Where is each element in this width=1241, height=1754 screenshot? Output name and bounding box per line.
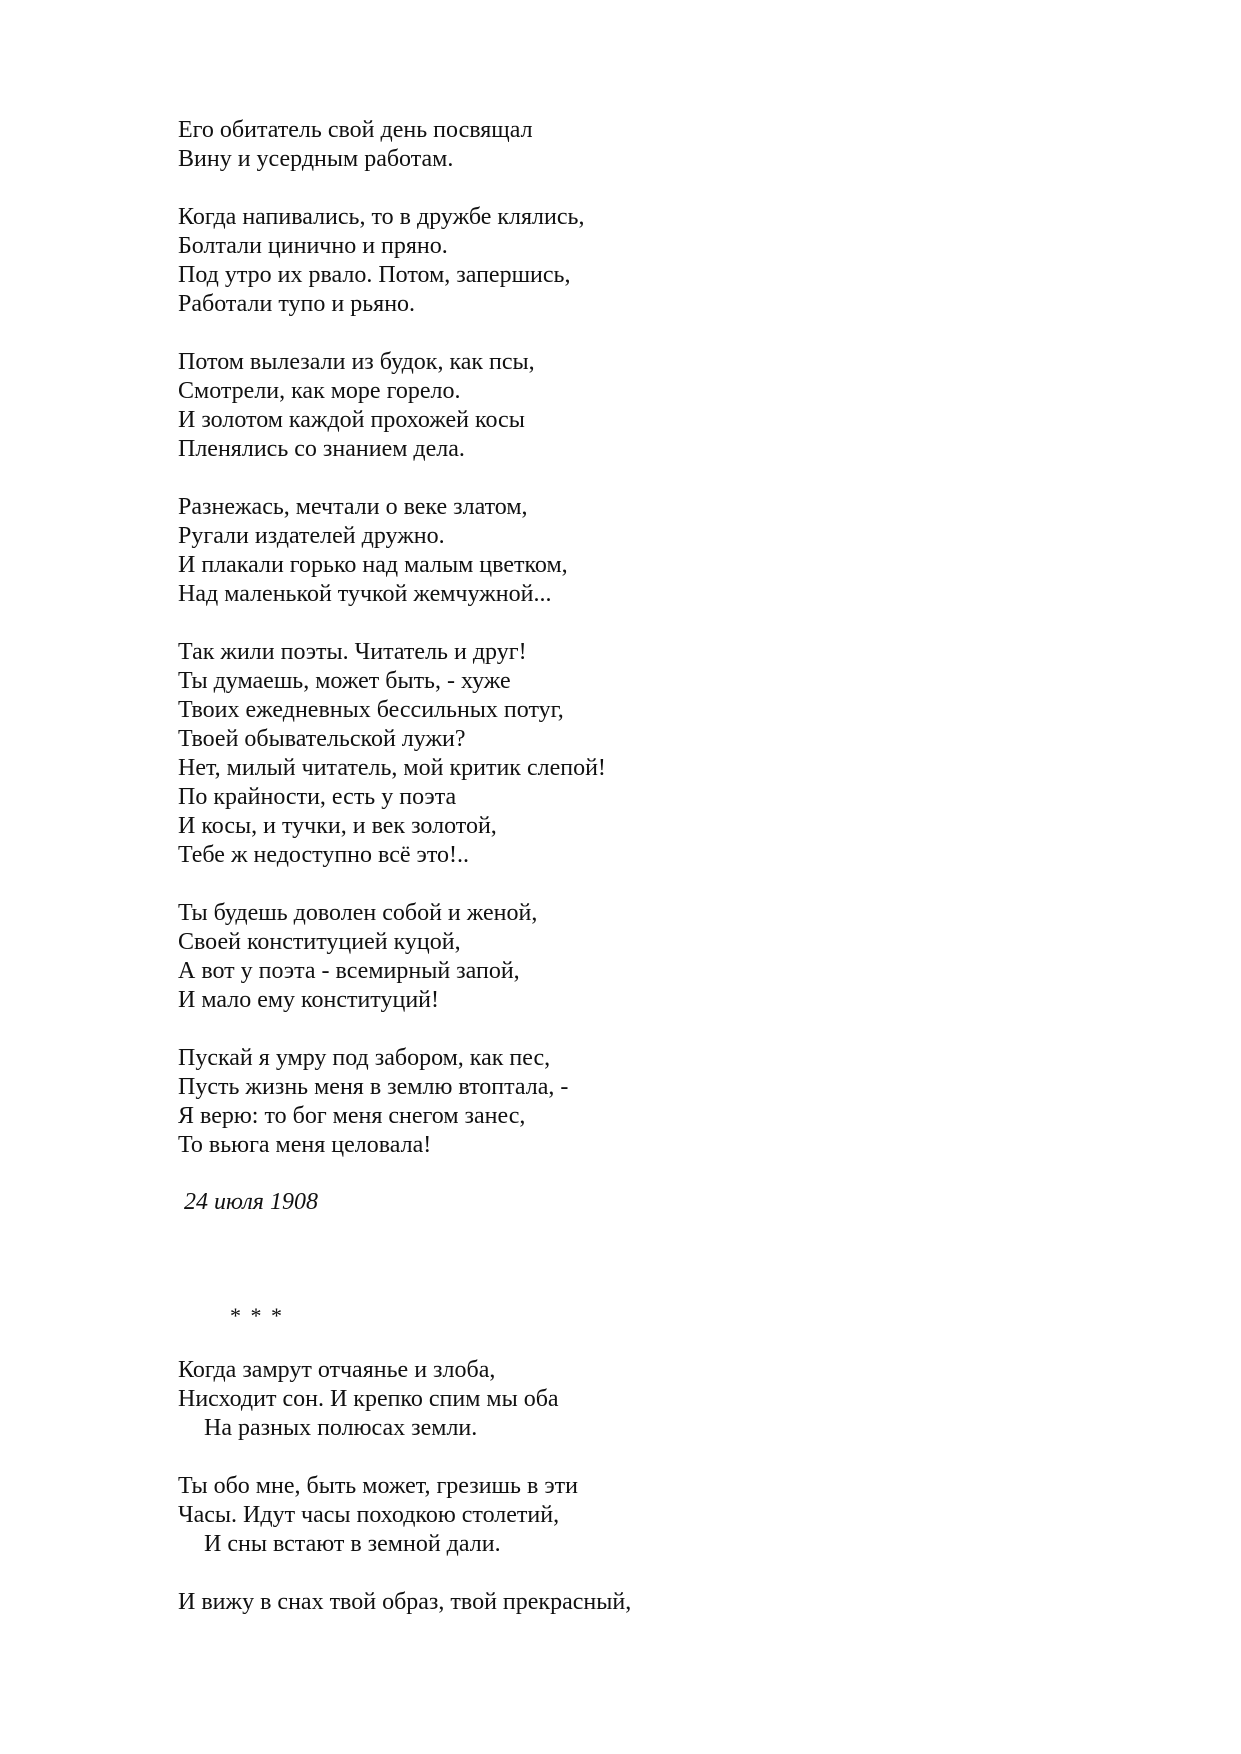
stanza-3: [178, 1588, 1078, 1617]
poem-line: И мало ему конституций!: [178, 987, 439, 1013]
poem-first: [178, 116, 1078, 1189]
poem-line: Тебе ж недоступно всё это!..: [178, 842, 469, 868]
poem-line: Смотрели, как море горело.: [178, 378, 461, 404]
poem-line: Часы. Идут часы походкою столетий,: [178, 1502, 560, 1528]
poem-line: Я верю: то бог меня снегом занес,: [178, 1103, 526, 1129]
poem-line: То вьюга меня целовала!: [178, 1132, 432, 1158]
poem-line: Пускай я умру под забором, как пес,: [178, 1045, 551, 1071]
poem-line: Работали тупо и рьяно.: [178, 291, 416, 317]
stanza-3: [178, 348, 1078, 464]
poem-line: Его обитатель свой день посвящал: [178, 117, 533, 143]
poem-line: Когда замрут отчаянье и злоба,: [178, 1357, 496, 1383]
stanza-6: [178, 899, 1078, 1015]
poem-line: И косы, и тучки, и век золотой,: [178, 813, 497, 839]
poem-line: Ты обо мне, быть может, грезишь в эти: [178, 1473, 578, 1499]
poem-line-indented: На разных полюсах земли.: [204, 1415, 478, 1441]
poem-line: Болтали цинично и пряно.: [178, 233, 448, 259]
poem-line: Своей конституцией куцой,: [178, 929, 461, 955]
poem-line: Ты думаешь, может быть, - хуже: [178, 668, 511, 694]
poem-date: 24 июля 1908: [184, 1189, 318, 1215]
poem-line: И золотом каждой прохожей косы: [178, 407, 525, 433]
poem-line: Над маленькой тучкой жемчужной...: [178, 581, 552, 607]
poem-line: Под утро их рвало. Потом, запершись,: [178, 262, 571, 288]
poem-line: Разнежась, мечтали о веке златом,: [178, 494, 528, 520]
poem-line: По крайности, есть у поэта: [178, 784, 457, 810]
poem-line: Так жили поэты. Читатель и друг!: [178, 639, 527, 665]
poem-line: Ты будешь доволен собой и женой,: [178, 900, 538, 926]
poem-line: Ругали издателей дружно.: [178, 523, 445, 549]
poem-line: Когда напивались, то в дружбе клялись,: [178, 204, 585, 230]
poem-line-indented: И сны встают в земной дали.: [204, 1531, 501, 1557]
stanza-2: [178, 1472, 1078, 1559]
poem-line: Твоих ежедневных бессильных потуг,: [178, 697, 564, 723]
stanza-2: [178, 203, 1078, 319]
poem-line: А вот у поэта - всемирный запой,: [178, 958, 520, 984]
poem-line: Нет, милый читатель, мой критик слепой!: [178, 755, 606, 781]
poem-line: Твоей обывательской лужи?: [178, 726, 466, 752]
stanza-4: [178, 493, 1078, 609]
poem-line: И плакали горько над малым цветком,: [178, 552, 568, 578]
poem-line: Пленялись со знанием дела.: [178, 436, 465, 462]
stanza-5: [178, 638, 1078, 870]
poem-line: Нисходит сон. И крепко спим мы оба: [178, 1386, 559, 1412]
poem-line: Пусть жизнь меня в землю втоптала, -: [178, 1074, 569, 1100]
stanza-7: [178, 1044, 1078, 1160]
poem-line: Вину и усердным работам.: [178, 146, 454, 172]
stanza-1: [178, 116, 1078, 174]
section-separator: * * *: [230, 1303, 284, 1328]
poem-line: И вижу в снах твой образ, твой прекрасный,: [178, 1589, 632, 1615]
stanza-1: [178, 1356, 1078, 1443]
poem-second: [178, 1356, 1078, 1646]
poem-line: Потом вылезали из будок, как псы,: [178, 349, 535, 375]
